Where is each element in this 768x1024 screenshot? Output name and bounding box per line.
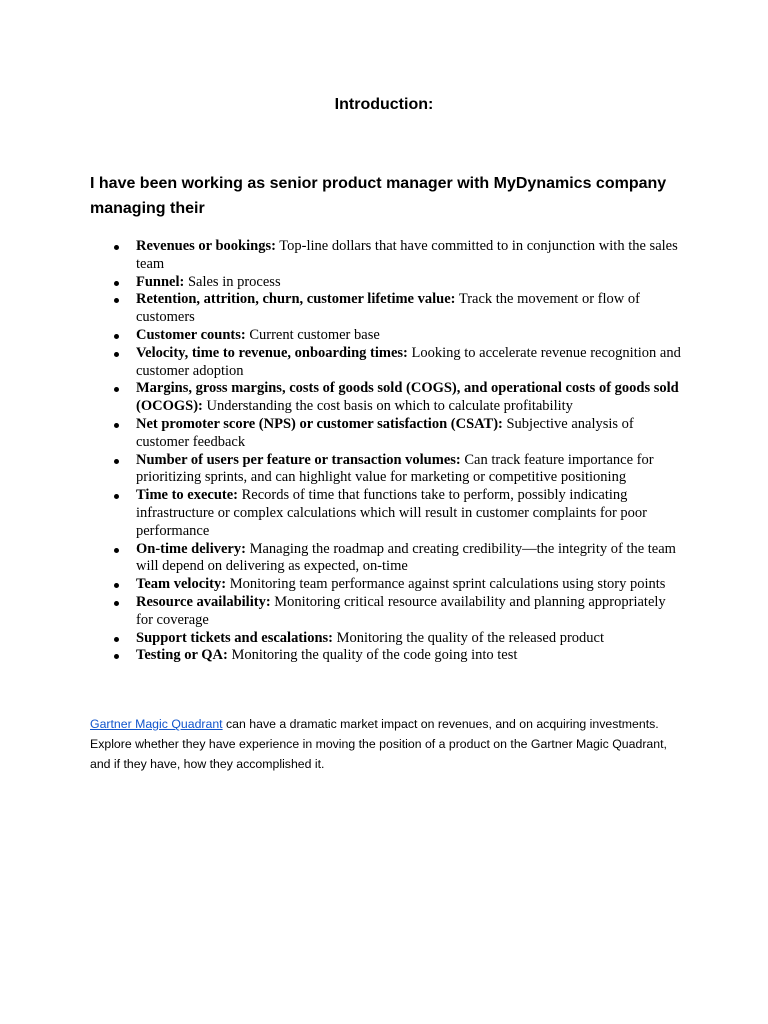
list-item-term: Time to execute: <box>136 487 238 504</box>
list-item-description: Subjective analysis of customer feedback <box>136 415 634 450</box>
list-item-description: Understanding the cost basis on which to calculate profitability <box>202 398 573 415</box>
metrics-list <box>90 238 685 665</box>
list-item <box>90 487 685 540</box>
list-item-description: Can track feature importance for prioritizing sprints, and can highlight value for marketing or competitive positioning <box>136 451 654 486</box>
list-item-term: Margins, gross margins, costs of goods sold (COGS), and operational costs of goods sold (OCOGS): <box>136 380 679 415</box>
list-item-term: Testing or QA: <box>136 647 228 664</box>
list-item <box>90 327 685 345</box>
list-item-term: Support tickets and escalations: <box>136 629 333 646</box>
list-item <box>90 345 685 381</box>
list-item-term: Velocity, time to revenue, onboarding times: <box>136 344 408 361</box>
closing-text: can have a dramatic market impact on revenues, and on acquiring investments. Explore whether they have experience in moving the position of a product on the Gartner Magic Quadrant, and if they have, how they accomplished it. <box>90 717 667 772</box>
list-item <box>90 274 685 292</box>
list-item <box>90 238 685 274</box>
list-item-description: Track the movement or flow of customers <box>136 291 640 326</box>
page-title: Introduction: <box>334 96 434 113</box>
list-item-term: Resource availability: <box>136 593 271 610</box>
list-item-term: Retention, attrition, churn, customer lifetime value: <box>136 291 456 308</box>
list-item-description: Records of time that functions take to perform, possibly indicating infrastructure or complex calculations which will result in customer complaints for poor performance <box>136 487 647 539</box>
list-item <box>90 576 685 594</box>
list-item-term: Team velocity: <box>136 576 227 593</box>
list-item <box>90 541 685 577</box>
list-item <box>90 594 685 630</box>
list-item-description: Current customer base <box>245 326 380 343</box>
list-item-description: Sales in process <box>184 273 281 290</box>
list-item-description: Monitoring critical resource availability and planning appropriately for coverage <box>136 593 666 628</box>
gartner-magic-quadrant-link[interactable]: Gartner Magic Quadrant <box>90 717 223 732</box>
list-item-description: Monitoring the quality of the released product <box>332 629 604 646</box>
section-heading: I have been working as senior product manager with MyDynamics company managing their <box>90 175 667 217</box>
list-item <box>90 647 685 665</box>
list-item <box>90 452 685 488</box>
list-item-term: Customer counts: <box>136 326 246 343</box>
list-item <box>90 291 685 327</box>
list-item-description: Monitoring team performance against sprint calculations using story points <box>226 576 666 593</box>
closing-paragraph <box>90 714 690 774</box>
list-item <box>90 380 685 416</box>
list-item <box>90 416 685 452</box>
list-item-description: Managing the roadmap and creating credibility—the integrity of the team will depend on delivering as expected, on-time <box>136 540 676 575</box>
list-item <box>90 630 685 648</box>
list-item-term: Revenues or bookings: <box>136 238 276 254</box>
list-item-term: On-time delivery: <box>136 540 246 557</box>
list-item-description: Top-line dollars that have committed to in conjunction with the sales team <box>136 238 678 272</box>
list-item-description: Looking to accelerate revenue recognition and customer adoption <box>136 344 681 379</box>
list-item-term: Net promoter score (NPS) or customer satisfaction (CSAT): <box>136 415 503 432</box>
list-item-term: Funnel: <box>136 273 185 290</box>
list-item-description: Monitoring the quality of the code going into test <box>227 647 518 664</box>
list-item-term: Number of users per feature or transaction volumes: <box>136 451 461 468</box>
